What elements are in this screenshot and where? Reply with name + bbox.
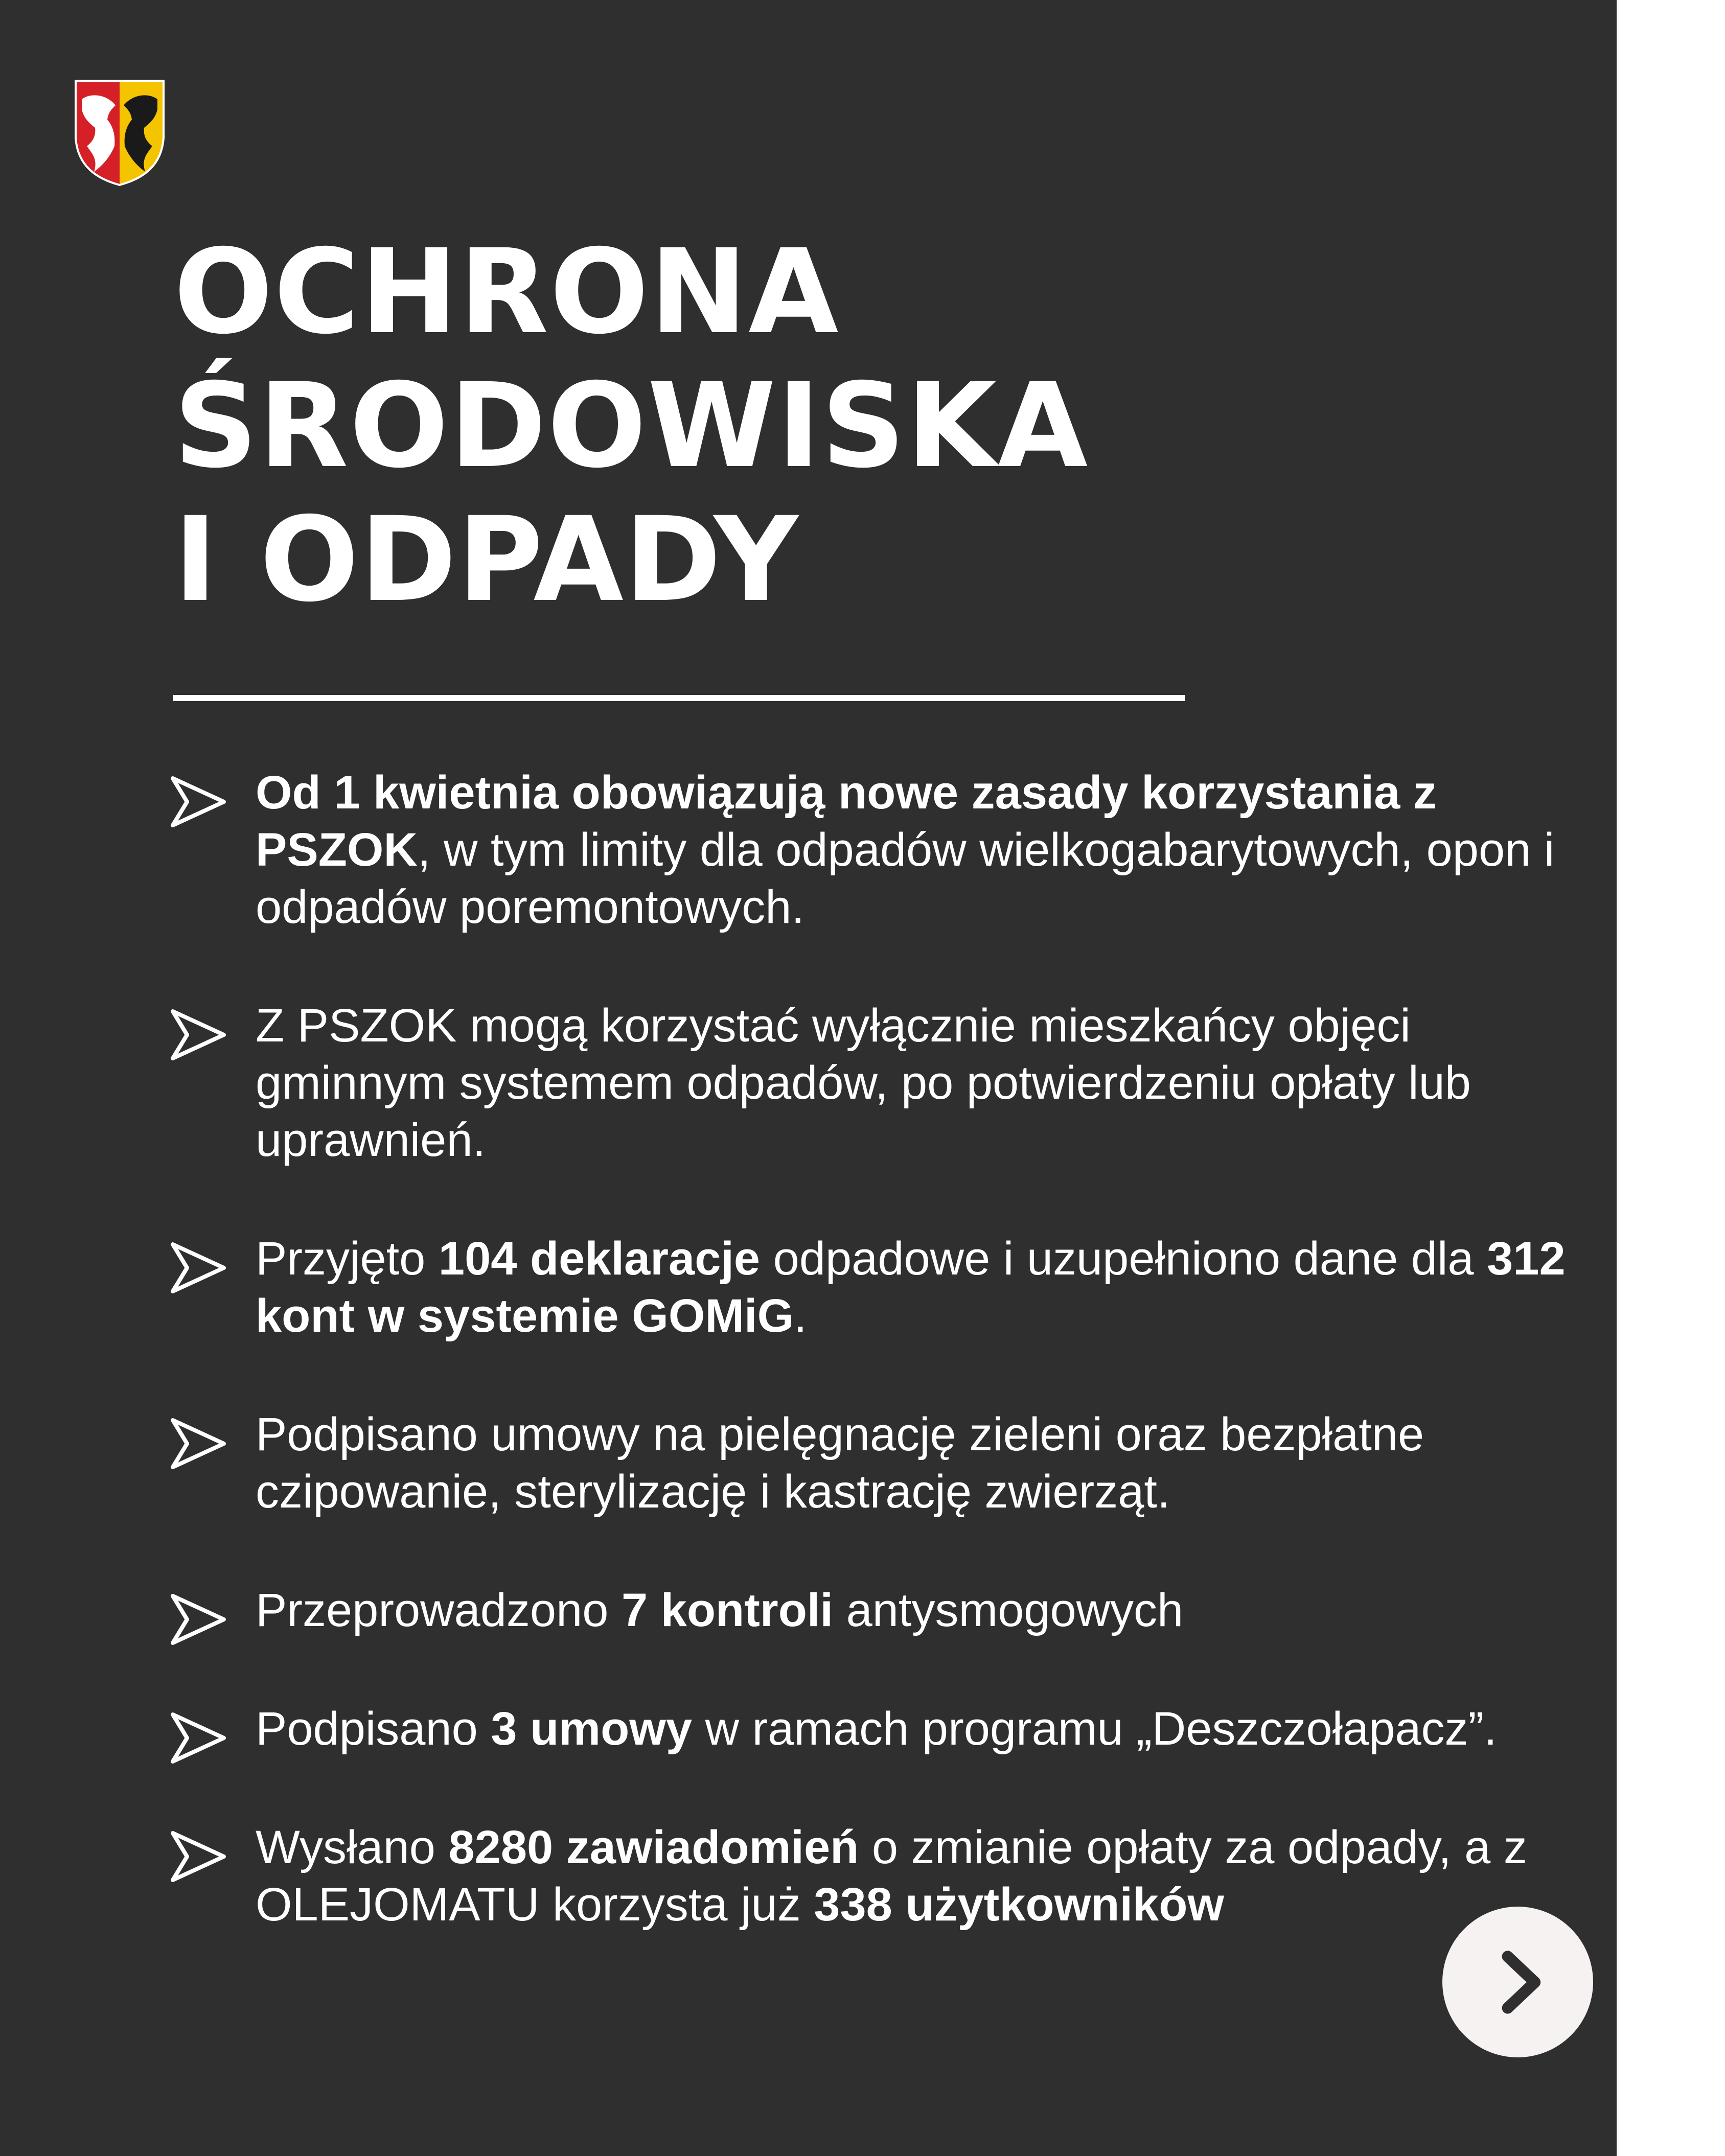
arrow-right-outline-icon <box>169 1829 229 1884</box>
list-item <box>169 1700 1600 1757</box>
body-text: Z PSZOK mogą korzystać wyłącznie mieszkańcy objęci gminnym systemem odpadów, po potwierdzeniu opłaty lub uprawnień. <box>256 1000 1471 1166</box>
list-item <box>169 1406 1600 1520</box>
list-item <box>169 997 1600 1169</box>
list-item <box>169 1582 1600 1639</box>
arrow-right-outline-icon <box>169 1592 229 1647</box>
list-item <box>169 764 1600 936</box>
chevron-right-icon <box>1485 1946 1556 2018</box>
body-text: o zmianie opłaty za odpady, a z OLEJOMATU korzysta już <box>256 1821 1527 1931</box>
title-divider <box>173 695 1185 701</box>
highlight-text: 338 użytkowników <box>814 1879 1224 1931</box>
title-line-2: ŚRODOWISKA <box>174 358 1089 494</box>
highlight-text: 104 deklaracje <box>438 1233 761 1285</box>
title-line-3: I ODPADY <box>174 492 799 628</box>
highlights-list <box>169 764 1600 1995</box>
list-item <box>169 1819 1600 1933</box>
body-text: , w tym limity dla odpadów wielkogabarytowych, opon i odpadów poremontowych. <box>256 824 1555 933</box>
body-text: w ramach programu „Deszczołapacz”. <box>692 1703 1497 1755</box>
arrow-right-outline-icon <box>169 774 229 829</box>
coat-of-arms-logo <box>72 77 168 189</box>
highlight-text: 3 umowy <box>491 1703 693 1755</box>
next-slide-button[interactable] <box>1442 1907 1593 2057</box>
body-text: Podpisano <box>256 1703 491 1755</box>
arrow-right-outline-icon <box>169 1240 229 1295</box>
body-text: Przyjęto <box>256 1233 439 1285</box>
body-text: antysmogowych <box>833 1584 1184 1636</box>
title-line-1: OCHRONA <box>174 224 840 360</box>
highlight-text: 8280 zawiadomień <box>448 1821 859 1873</box>
highlight-text: 7 kontroli <box>621 1584 834 1636</box>
highlight-text: 312 kont w systemie GOMiG <box>256 1233 1566 1342</box>
body-text: Przeprowadzono <box>256 1584 622 1636</box>
body-text: odpadowe i uzupełniono dane dla <box>760 1233 1487 1285</box>
body-text: . <box>794 1290 807 1342</box>
arrow-right-outline-icon <box>169 1416 229 1471</box>
list-item <box>169 1230 1600 1344</box>
arrow-right-outline-icon <box>169 1710 229 1766</box>
highlight-text: Od 1 kwietnia obowiązują nowe zasady korzystania z PSZOK <box>256 767 1437 876</box>
body-text: Wysłano <box>256 1821 449 1873</box>
arrow-right-outline-icon <box>169 1007 229 1062</box>
page-title <box>174 225 1089 627</box>
body-text: Podpisano umowy na pielęgnację zieleni oraz bezpłatne czipowanie, sterylizację i kastrację zwierząt. <box>256 1408 1424 1518</box>
